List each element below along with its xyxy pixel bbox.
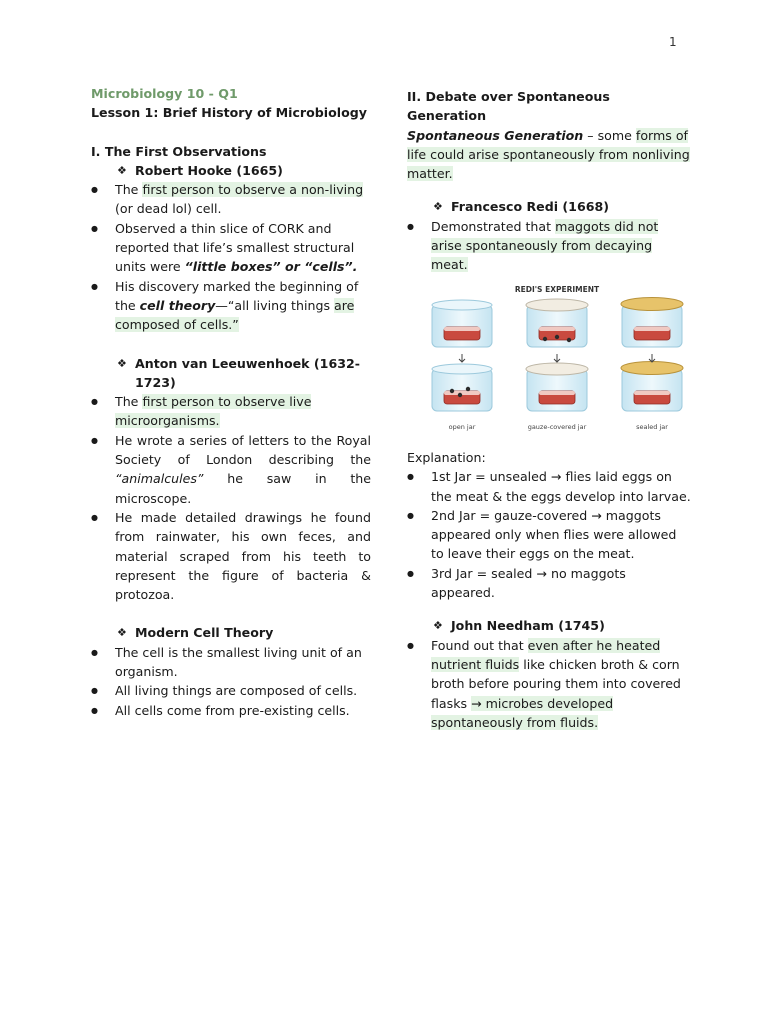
meat-fat	[539, 327, 575, 331]
list-item: ● 1st Jar = unsealed → flies laid eggs on the meat & the eggs develop into larvae.	[407, 467, 692, 506]
list-item: ● The first person to observe a non-living (or dead lol) cell.	[91, 180, 371, 219]
diamond-bullet-icon: ❖	[117, 356, 127, 370]
label-sealed-jar: sealed jar	[636, 422, 668, 431]
hooke-heading	[117, 161, 371, 180]
cell-theory-heading	[117, 623, 371, 642]
fly	[567, 337, 571, 341]
leeuwenhoek-list	[91, 392, 371, 604]
diamond-bullet-icon: ❖	[433, 619, 443, 633]
fly	[555, 334, 559, 338]
gauze-lid	[526, 363, 588, 375]
jar-rim	[432, 300, 492, 310]
hooke-name: Robert Hooke (1665)	[135, 162, 283, 178]
cell-theory-name: Modern Cell Theory	[135, 625, 274, 641]
lesson-title: Lesson 1: Brief History of Microbiology	[91, 105, 367, 121]
figure-title: REDI'S EXPERIMENT	[514, 284, 600, 294]
diamond-bullet-icon: ❖	[117, 626, 127, 640]
sealed-lid	[621, 361, 683, 374]
list-item: ● He wrote a series of letters to the Royal Society of London describing the “animalcules” he saw in the microscope.	[91, 431, 371, 508]
explanation-label: Explanation:	[407, 449, 486, 465]
diamond-bullet-icon: ❖	[117, 163, 127, 177]
list-item: ● He made detailed drawings he found from rainwater, his own feces, and material scraped from his teeth to represent the figure of bacteria & protozoa.	[91, 508, 371, 604]
jar	[622, 369, 682, 411]
fly	[450, 388, 454, 392]
jar	[622, 305, 682, 347]
meat-fat	[634, 391, 670, 395]
fly	[458, 392, 462, 396]
redi-name: Francesco Redi (1668)	[451, 199, 609, 215]
meat-fat	[634, 327, 670, 331]
course-title: Microbiology 10 - Q1	[91, 86, 238, 101]
list-item: ● The first person to observe live microorganisms.	[91, 392, 371, 431]
fly	[466, 386, 470, 390]
leeuwenhoek-name: Anton van Leeuwenhoek (1632-1723)	[135, 355, 360, 390]
label-open-jar: open jar	[448, 422, 476, 431]
redi-experiment-figure	[427, 283, 687, 438]
needham-heading	[433, 616, 692, 635]
gauze-lid	[526, 299, 588, 311]
needham-name: John Needham (1745)	[451, 618, 605, 634]
list-item: ● 2nd Jar = gauze-covered → maggots appeared only when flies were allowed to leave their eggs on the meat.	[407, 506, 692, 564]
list-item: ● His discovery marked the beginning of the cell theory—“all living things are composed of cells.”	[91, 277, 371, 335]
left-column	[91, 84, 371, 720]
jar-rim	[432, 364, 492, 374]
jar	[432, 369, 492, 411]
definition: Spontaneous Generation – some forms of life could arise spontaneously from nonliving matter.	[407, 127, 690, 182]
page-number: 1	[669, 35, 677, 49]
meat-fat	[539, 391, 575, 395]
diamond-bullet-icon: ❖	[433, 200, 443, 214]
arrow-down-icon	[459, 354, 465, 362]
list-item: ● All cells come from pre-existing cells.	[91, 701, 371, 720]
section2-heading: II. Debate over Spontaneous Generation	[407, 89, 610, 124]
redi-heading	[433, 197, 692, 216]
redi-experiment-illustration	[427, 283, 687, 433]
right-column	[407, 87, 692, 732]
section1-heading: I. The First Observations	[91, 143, 267, 159]
list-item: ● 3rd Jar = sealed → no maggots appeared.	[407, 564, 692, 603]
jar	[432, 305, 492, 347]
explanation-list	[407, 467, 692, 602]
sealed-lid	[621, 297, 683, 310]
leeuwenhoek-heading	[117, 354, 371, 393]
list-item: ● All living things are composed of cells.	[91, 681, 371, 700]
list-item: ● Observed a thin slice of CORK and reported that life’s smallest structural units were “little boxes” or “cells”.	[91, 219, 371, 277]
list-item: ● Found out that even after he heated nutrient fluids like chicken broth & corn broth before pouring them into covered flasks → microbes developed spontaneously from fluids.	[407, 636, 692, 732]
list-item: ● The cell is the smallest living unit of an organism.	[91, 643, 371, 682]
hooke-list	[91, 180, 371, 334]
needham-list	[407, 636, 692, 732]
meat-fat	[444, 327, 480, 331]
redi-list	[407, 217, 692, 275]
list-item: ● Demonstrated that maggots did not arise spontaneously from decaying meat.	[407, 217, 692, 275]
cell-theory-list	[91, 643, 371, 720]
arrow-down-icon	[649, 354, 655, 362]
arrow-down-icon	[554, 354, 560, 362]
label-gauze-jar: gauze-covered jar	[527, 422, 587, 431]
fly	[543, 336, 547, 340]
